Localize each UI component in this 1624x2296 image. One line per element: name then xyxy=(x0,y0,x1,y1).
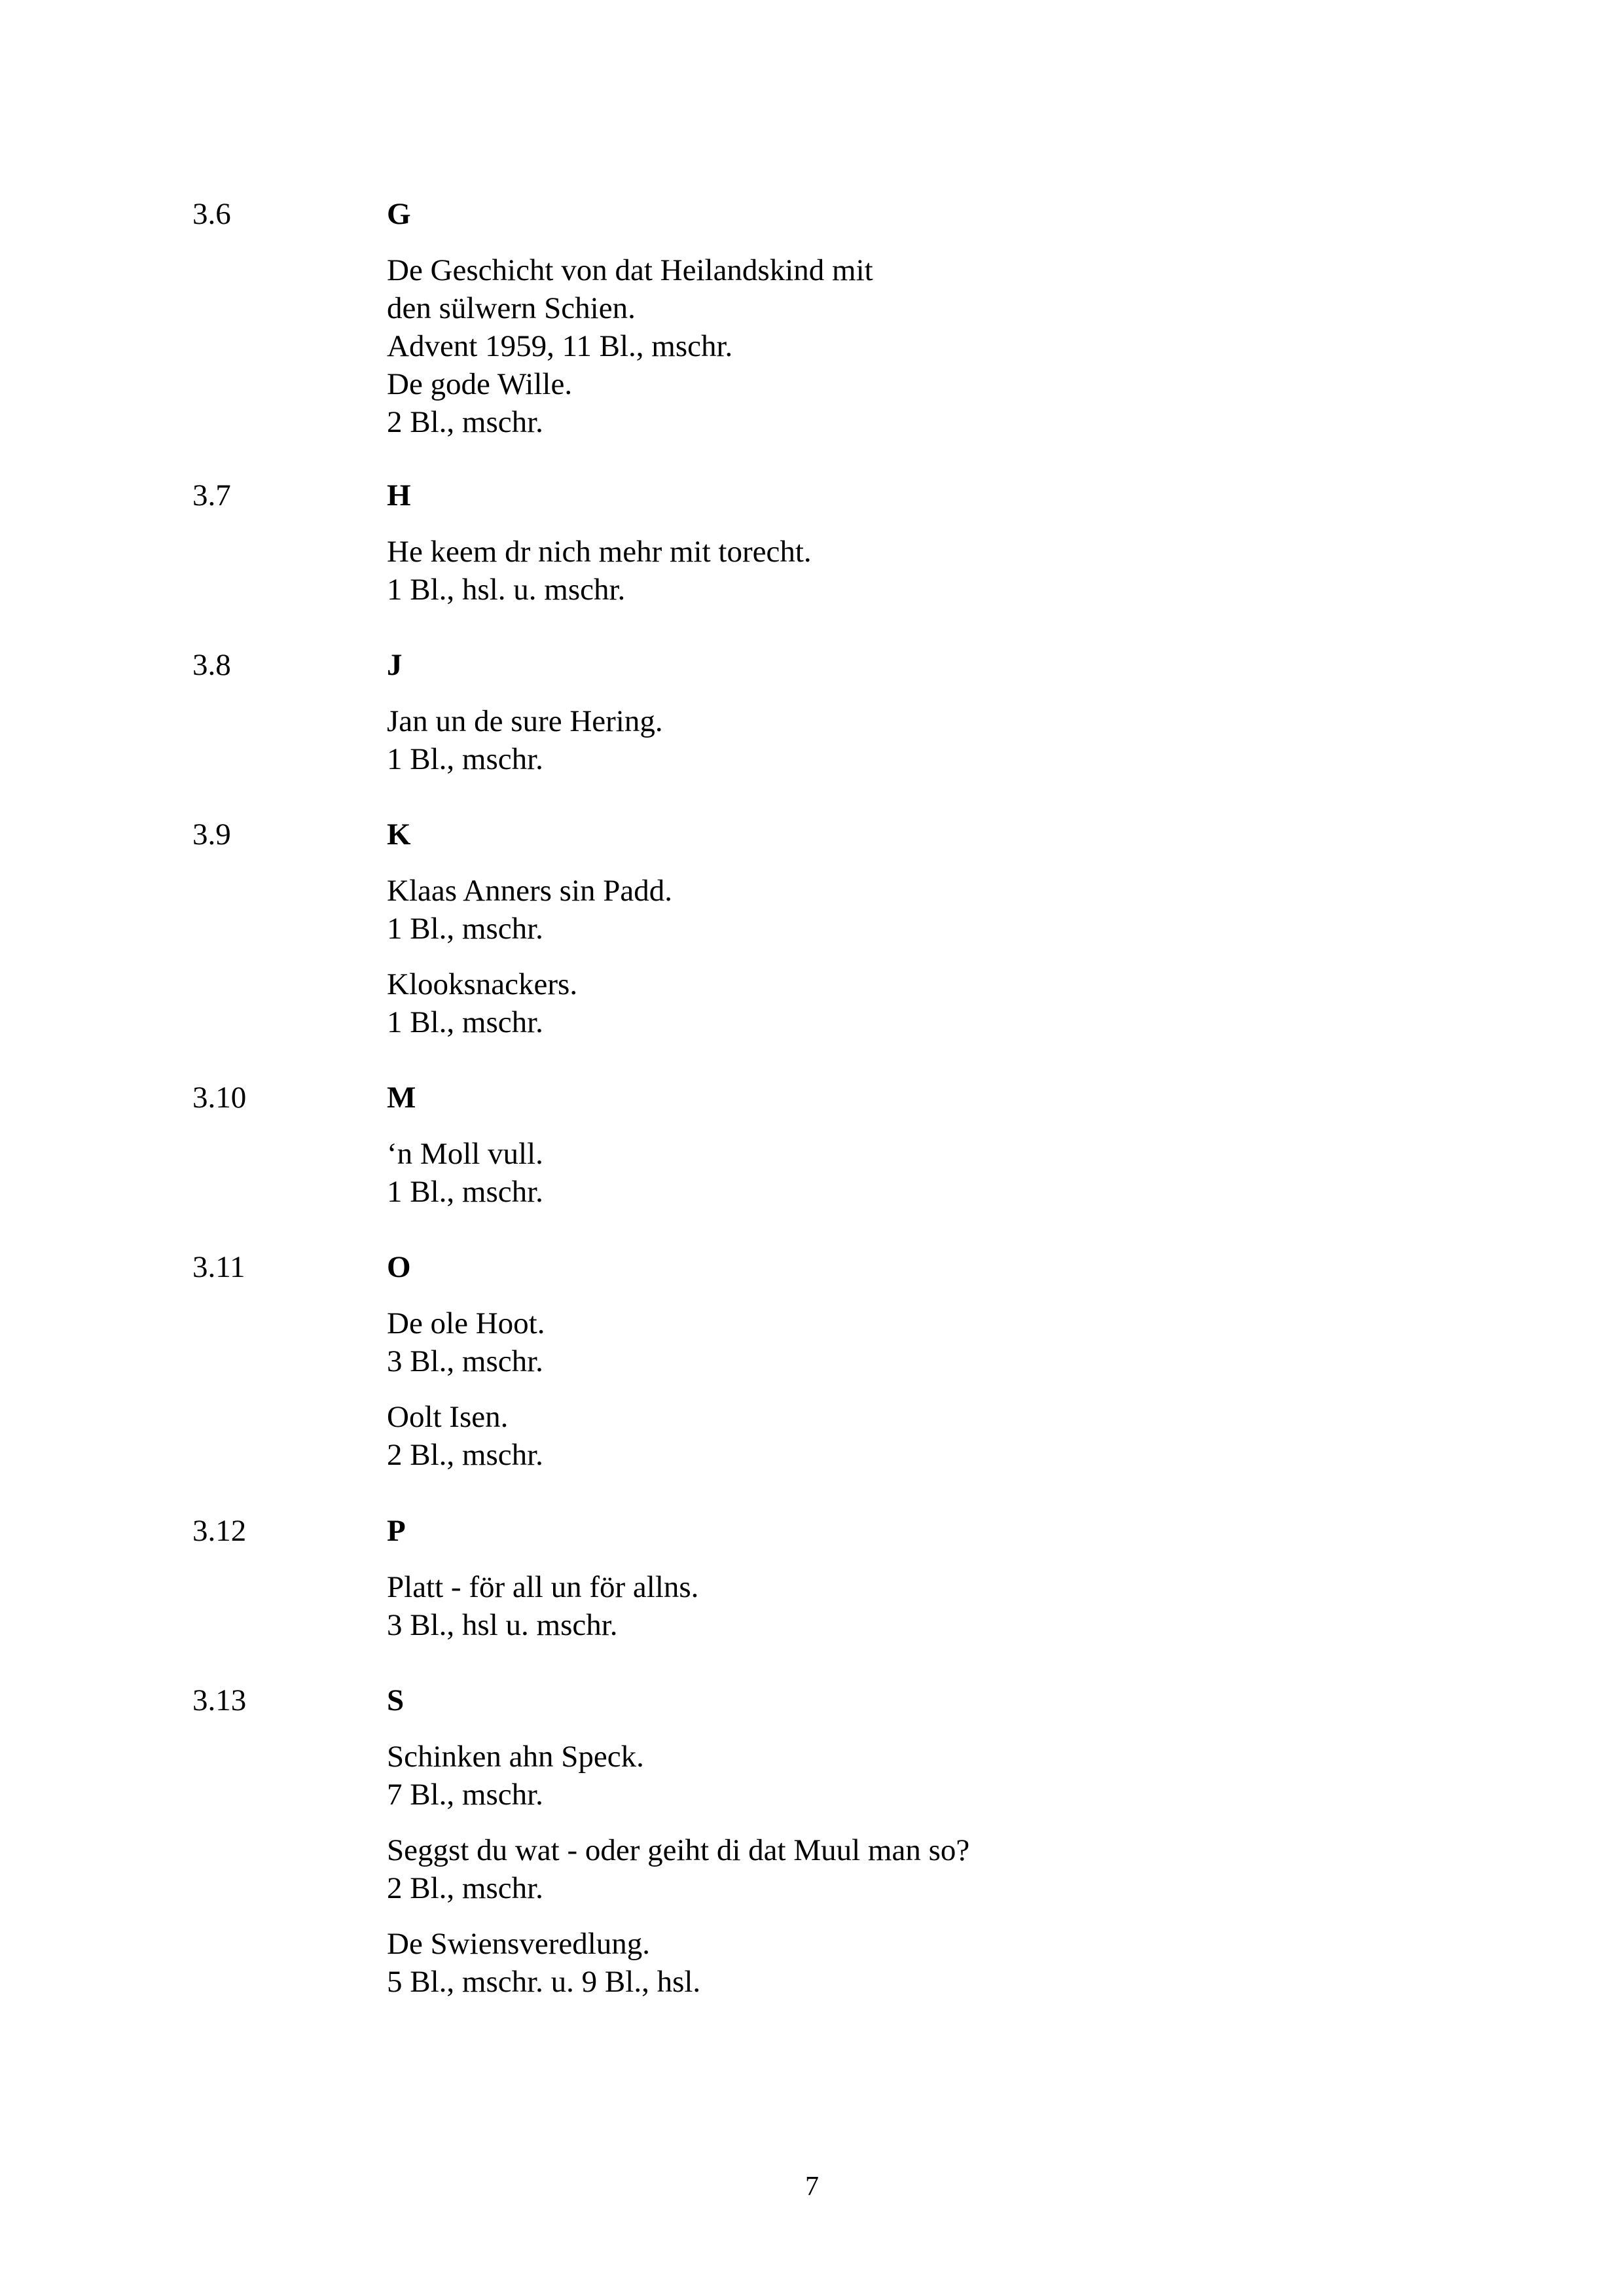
entry-line: 1 Bl., hsl. u. mschr. xyxy=(387,573,626,607)
entry-line: De gode Wille. xyxy=(387,367,573,401)
section-letter: O xyxy=(387,1250,411,1284)
entry-line: 1 Bl., mschr. xyxy=(387,742,543,776)
entry xyxy=(387,251,1532,441)
section-letter: M xyxy=(387,1081,416,1115)
entry-line: den sülwern Schien. xyxy=(387,291,636,325)
entry-line: De Geschicht von dat Heilandskind mit xyxy=(387,253,873,287)
section-number: 3.13 xyxy=(192,1683,247,1717)
section-number: 3.12 xyxy=(192,1514,247,1548)
entry-line: Klooksnackers. xyxy=(387,967,578,1001)
section-number: 3.10 xyxy=(192,1081,247,1115)
entry-line: 1 Bl., mschr. xyxy=(387,1005,543,1039)
section-content xyxy=(387,195,1532,441)
entry-line: Advent 1959, 11 Bl., mschr. xyxy=(387,329,733,363)
entry-line: Oolt Isen. xyxy=(387,1400,509,1434)
entry-line: Platt - för all un för allns. xyxy=(387,1570,699,1604)
entry-line: Jan un de sure Hering. xyxy=(387,704,663,738)
section-number: 3.9 xyxy=(192,817,231,852)
entry xyxy=(387,1135,1532,1211)
entry xyxy=(387,533,1532,609)
entry-line: 3 Bl., mschr. xyxy=(387,1344,543,1378)
entry xyxy=(387,1304,1532,1380)
section-letter: H xyxy=(387,478,411,512)
entry xyxy=(387,1568,1532,1644)
section-content xyxy=(387,1681,1532,2001)
section-content xyxy=(387,1079,1532,1211)
section-letter: K xyxy=(387,817,411,852)
section-letter: J xyxy=(387,648,403,682)
entry-line: He keem dr nich mehr mit torecht. xyxy=(387,535,812,569)
entry xyxy=(387,1738,1532,1814)
section-letter: G xyxy=(387,197,411,231)
entry-line: De ole Hoot. xyxy=(387,1306,545,1340)
entry-line: 5 Bl., mschr. u. 9 Bl., hsl. xyxy=(387,1965,701,1999)
section-content xyxy=(387,1512,1532,1644)
page-number: 7 xyxy=(805,2172,819,2202)
section-letter: S xyxy=(387,1683,405,1717)
entry-line: Seggst du wat - oder geiht di dat Muul man so? xyxy=(387,1833,970,1867)
entry-line: 3 Bl., hsl u. mschr. xyxy=(387,1608,618,1642)
section-number: 3.6 xyxy=(192,197,231,231)
section-content xyxy=(387,646,1532,778)
section-content xyxy=(387,476,1532,609)
entry-line: Klaas Anners sin Padd. xyxy=(387,874,673,908)
entry-line: Schinken ahn Speck. xyxy=(387,1740,644,1774)
entry xyxy=(387,965,1532,1041)
entry xyxy=(387,872,1532,948)
entry xyxy=(387,1925,1532,2001)
section-number: 3.8 xyxy=(192,648,231,682)
entry-line: ‘n Moll vull. xyxy=(387,1137,543,1171)
section-letter: P xyxy=(387,1514,406,1548)
entry-line: 1 Bl., mschr. xyxy=(387,1175,543,1209)
entry-line: De Swiensveredlung. xyxy=(387,1927,651,1961)
entry-line: 1 Bl., mschr. xyxy=(387,912,543,946)
entry-line: 2 Bl., mschr. xyxy=(387,405,543,439)
section-content xyxy=(387,1248,1532,1474)
section-content xyxy=(387,816,1532,1041)
entry xyxy=(387,702,1532,778)
entry-line: 2 Bl., mschr. xyxy=(387,1871,543,1905)
entry xyxy=(387,1831,1532,1907)
entry-line: 7 Bl., mschr. xyxy=(387,1778,543,1812)
section-number: 3.11 xyxy=(192,1250,245,1284)
entry xyxy=(387,1398,1532,1474)
entry-line: 2 Bl., mschr. xyxy=(387,1438,543,1472)
section-number: 3.7 xyxy=(192,478,231,512)
